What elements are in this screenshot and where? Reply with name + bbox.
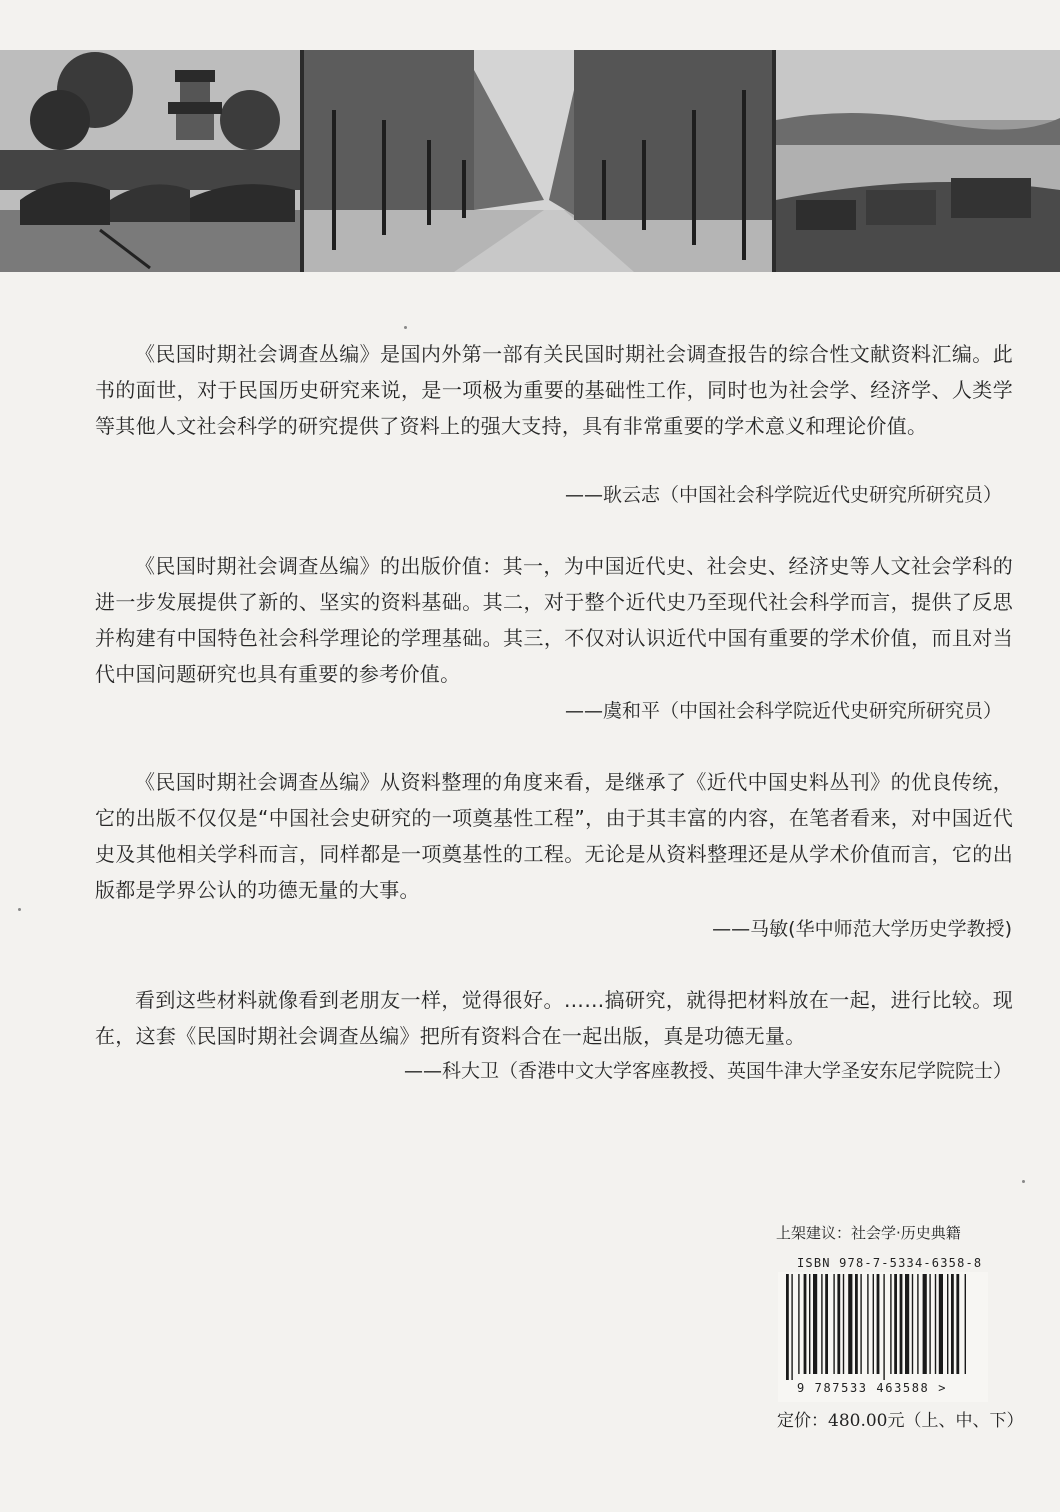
dust-speck [18,908,21,911]
barcode-bar [923,1274,927,1374]
quote-text: 《民国时期社会调查丛编》是国内外第一部有关民国时期社会调查报告的综合性文献资料汇编。此书的面世，对于民国历史研究来说，是一项极为重要的基础性工作，同时也为社会学、经济学、人类学等其他人文社会科学的研究提供了资料上的强大支持，具有非常重要的学术意义和理论价值。 [95,342,1013,438]
barcode-bar [786,1274,789,1380]
quote-paragraph [95,336,1013,444]
quote-attribution: ——马敏(华中师范大学历史学教授) [712,918,1012,940]
barcode-bar [956,1274,959,1374]
barcode-bar [912,1274,913,1374]
quote-text: 《民国时期社会调查丛编》从资料整理的角度来看，是继承了《近代中国史料丛刊》的优良传统，它的出版不仅仅是“中国社会史研究的一项奠基性工程”，由于其丰富的内容，在笔者看来，对中国近代史及其他相关学科而言，同样都是一项奠基性的工程。无论是从资料整理还是从学术价值而言，它的出版都是学界公认的功德无量的大事。 [95,770,1013,902]
barcode-bar [860,1274,861,1374]
barcode-bar [867,1274,868,1374]
barcode-bar [804,1274,807,1374]
barcode-bar [917,1274,918,1374]
quote-attribution: ——科大卫（香港中文大学客座教授、英国牛津大学圣安东尼学院院士） [403,1060,1012,1082]
quote-text: 《民国时期社会调查丛编》的出版价值：其一，为中国近代史、社会史、经济史等人文社会学科的进一步发展提供了新的、坚实的资料基础。其二，对于整个近代史乃至现代社会科学而言，提供了反思并构建有中国特色社会科学理论的学理基础。其三，不仅对认识近代中国有重要的学术价值，而且对当代中国问题研究也具有重要的参考价值。 [95,554,1013,686]
barcode-bar [843,1274,844,1374]
barcode-bar [951,1274,954,1374]
barcode-bar [798,1274,799,1374]
dust-speck [1022,1180,1025,1183]
barcode-bar [833,1274,834,1374]
isbn-number: ISBN 978-7-5334-6358-8 [797,1256,983,1270]
dust-speck [404,326,407,329]
barcode-bar [935,1274,936,1374]
barcode-bar [825,1274,828,1374]
barcode-bar [947,1274,948,1374]
barcode-bar [821,1274,822,1374]
quote-attribution: ——虞和平（中国社会科学院近代史研究所研究员） [564,700,1002,722]
barcode-digits: 9 787533 463588 > [797,1381,948,1395]
barcode-bar [848,1274,852,1374]
quote-attribution: ——耿云志（中国社会科学院近代史研究所研究员） [564,484,1002,506]
barcode-bar [877,1274,880,1374]
barcode-bar [929,1274,930,1374]
barcode-bar [890,1274,891,1374]
quote-paragraph [95,548,1013,692]
photo-strip [0,50,1060,272]
barcode-bar [939,1274,943,1374]
quote-paragraph [95,982,1013,1054]
quote-text: 看到这些材料就像看到老朋友一样，觉得很好。……搞研究，就得把材料放在一起，进行比较。现在，这套《民国时期社会调查丛编》把所有资料合在一起出版，真是功德无量。 [95,988,1013,1048]
barcode-bar [965,1274,966,1374]
top-margin [0,0,1060,50]
quote-paragraph [95,764,1013,908]
barcode-bar [855,1274,858,1374]
tree-lined-road-photo [304,50,772,272]
barcode-bar [809,1274,810,1374]
price-label: 定价：480.00元（上、中、下） [777,1411,1024,1431]
shelf-suggestion: 上架建议：社会学·历史典籍 [776,1224,961,1242]
barcode-bar [883,1274,884,1380]
barcode-bar [791,1274,792,1380]
barcode-bar [837,1274,840,1374]
barcode-bar [894,1274,897,1374]
river-town-photo [776,50,1060,272]
barcode-bar [905,1274,909,1374]
barcode-icon [778,1272,988,1380]
barcode-bar [813,1274,817,1374]
pagoda-and-boats-photo [0,50,300,272]
barcode-bar [900,1274,903,1374]
barcode-bar [873,1274,874,1374]
